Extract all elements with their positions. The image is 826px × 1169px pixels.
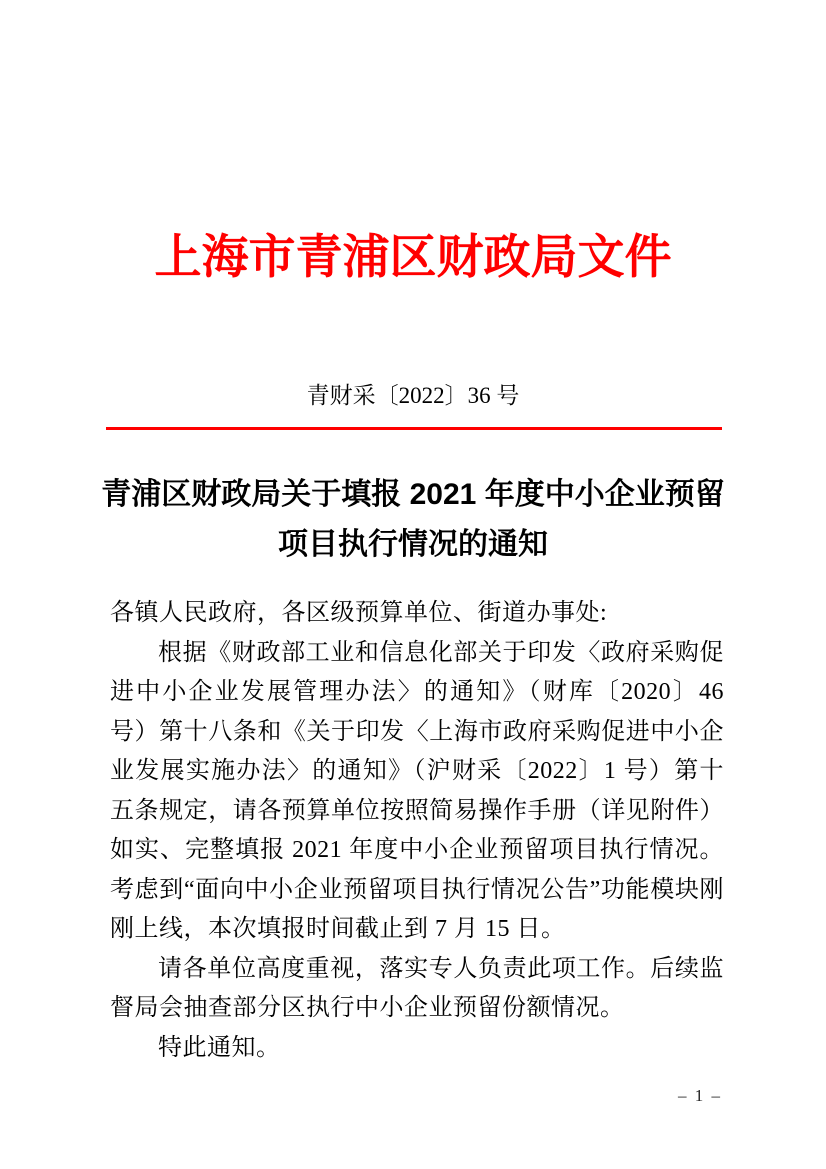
body-paragraph-1: 根据《财政部工业和信息化部关于印发〈政府采购促进中小企业发展管理办法〉的通知》（财库〔2020〕46 号）第十八条和《关于印发〈上海市政府采购促进中小企业发展实施办法〉的通知》（沪财采〔2022〕1 号）第十五条规定，请各预算单位按照简易操作手册（详见附件）如实、完整填报 2021 年度中小企业预留项目执行情况。考虑到“面向中小企业预留项目执行情况公告”功能模块刚刚上线，本次填报时间截止到 7 月 15 日。 <box>110 639 724 942</box>
document-number: 青财采〔2022〕36 号 <box>306 383 520 408</box>
red-divider-line <box>106 427 722 430</box>
agency-header-title: 上海市青浦区财政局文件 <box>154 230 672 283</box>
page-number: – 1 – <box>678 1086 722 1105</box>
closing-line: 特此通知。 <box>158 1034 281 1061</box>
document-title-line2: 项目执行情况的通知 <box>278 528 548 561</box>
document-body <box>110 594 724 1068</box>
body-paragraph-2: 请各单位高度重视，落实专人负责此项工作。后续监督局会抽查部分区执行中小企业预留份额情况。 <box>110 955 724 1021</box>
salutation-line: 各镇人民政府，各区级预算单位、街道办事处: <box>110 600 608 626</box>
document-title <box>80 470 746 570</box>
document-title-line1: 青浦区财政局关于填报 2021 年度中小企业预留 <box>101 478 725 511</box>
